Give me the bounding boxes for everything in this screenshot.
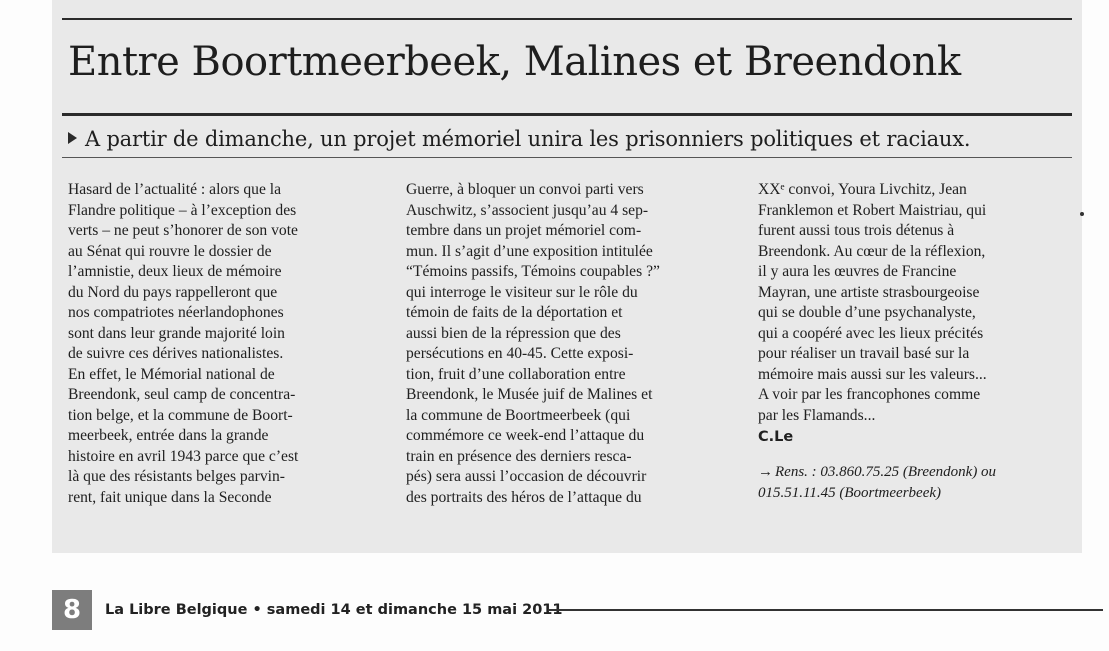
body-line: mun. Il s’agit d’une exposition intitulée xyxy=(406,242,653,260)
article-column-2 xyxy=(406,180,741,508)
footer-rule xyxy=(548,609,1103,611)
body-line: Hasard de l’actualité : alors que la xyxy=(68,181,282,198)
body-line: au Sénat qui rouvre le dossier de xyxy=(68,242,272,260)
body-line: tembre dans un projet mémoriel com- xyxy=(406,222,642,239)
body-line: train en présence des derniers resca- xyxy=(406,447,632,465)
footer-folio xyxy=(105,600,562,620)
body-line: il y aura les œuvres de Francine xyxy=(758,263,957,280)
body-line: qui a coopéré avec les lieux précités xyxy=(758,324,984,342)
body-line: A voir par les francophones comme xyxy=(758,386,981,403)
body-line: Flandre politique – à l’exception des xyxy=(68,201,297,219)
body-line: nos compatriotes néerlandophones xyxy=(68,304,284,321)
body-line: Mayran, une artiste strasbourgeoise xyxy=(758,283,980,301)
top-rule xyxy=(62,18,1072,20)
contact-line-1: Rens. : 03.860.75.25 (Breendonk) ou xyxy=(775,463,997,480)
article-column-3 xyxy=(758,180,1078,504)
body-line: En effet, le Mémorial national de xyxy=(68,365,275,383)
publication-name: La Libre Belgique xyxy=(105,602,248,618)
body-line: Breendonk. Au cœur de la réflexion, xyxy=(758,242,986,260)
body-line: par les Flamands... xyxy=(758,406,876,424)
arrow-right-icon: → xyxy=(758,463,773,480)
article-column-1 xyxy=(68,180,386,508)
body-line: “Témoins passifs, Témoins coupables ?” xyxy=(406,263,660,280)
body-line: meerbeek, entrée dans la grande xyxy=(68,427,269,444)
contact-info xyxy=(758,462,1078,504)
body-line: verts – ne peut s’honorer de son vote xyxy=(68,222,298,239)
body-line: tion, fruit d’une collaboration entre xyxy=(406,365,626,383)
body-line: sont dans leur grande majorité loin xyxy=(68,324,285,342)
article-headline: Entre Boortmeerbeek, Malines et Breendonk xyxy=(68,39,961,85)
body-line: Guerre, à bloquer un convoi parti vers xyxy=(406,181,644,198)
body-line: témoin de faits de la déportation et xyxy=(406,304,623,321)
body-line: commémore ce week-end l’attaque du xyxy=(406,427,645,444)
publication-date: • samedi 14 et dimanche 15 mai 2011 xyxy=(247,602,563,618)
body-line: rent, fait unique dans la Seconde xyxy=(68,488,272,506)
body-line: pés) sera aussi l’occasion de découvrir xyxy=(406,468,647,485)
deck-text: A partir de dimanche, un projet mémoriel unira les prisonniers politiques et raciaux. xyxy=(85,127,971,151)
body-line: aussi bien de la répression que des xyxy=(406,324,621,342)
author-signature: C.Le xyxy=(758,429,794,445)
body-line: XXᵉ convoi, Youra Livchitz, Jean xyxy=(758,181,967,198)
body-line: Auschwitz, s’associent jusqu’au 4 sep- xyxy=(406,201,649,219)
body-line: furent aussi tous trois détenus à xyxy=(758,222,955,239)
body-line: tion belge, et la commune de Boort- xyxy=(68,406,293,424)
article-deck xyxy=(68,124,1078,154)
contact-line-2: 015.51.11.45 (Boortmeerbeek) xyxy=(758,484,942,501)
body-line: qui interroge le visiteur sur le rôle du xyxy=(406,283,638,301)
body-line: Franklemon et Robert Maistriau, qui xyxy=(758,201,987,219)
triangle-bullet-icon xyxy=(68,132,77,144)
body-line: Breendonk, seul camp de concentra- xyxy=(68,386,296,403)
body-line: qui se double d’une psychanalyste, xyxy=(758,304,976,321)
body-line: de suivre ces dérives nationalistes. xyxy=(68,345,284,362)
body-line: là que des résistants belges parvin- xyxy=(68,468,285,485)
body-line: pour réaliser un travail basé sur la xyxy=(758,345,970,362)
body-line: histoire en avril 1943 parce que c’est xyxy=(68,447,299,465)
deck-rule xyxy=(62,157,1072,158)
body-line: persécutions en 40-45. Cette exposi- xyxy=(406,345,634,362)
body-line: Breendonk, le Musée juif de Malines et xyxy=(406,386,653,403)
body-line: l’amnistie, deux lieux de mémoire xyxy=(68,263,282,280)
margin-dot xyxy=(1080,212,1084,216)
headline-rule xyxy=(62,113,1072,116)
page-number: 8 xyxy=(52,590,92,630)
body-line: du Nord du pays rappelleront que xyxy=(68,283,278,301)
body-line: mémoire mais aussi sur les valeurs... xyxy=(758,365,987,383)
body-line: la commune de Boortmeerbeek (qui xyxy=(406,406,631,424)
body-line: des portraits des héros de l’attaque du xyxy=(406,488,642,506)
